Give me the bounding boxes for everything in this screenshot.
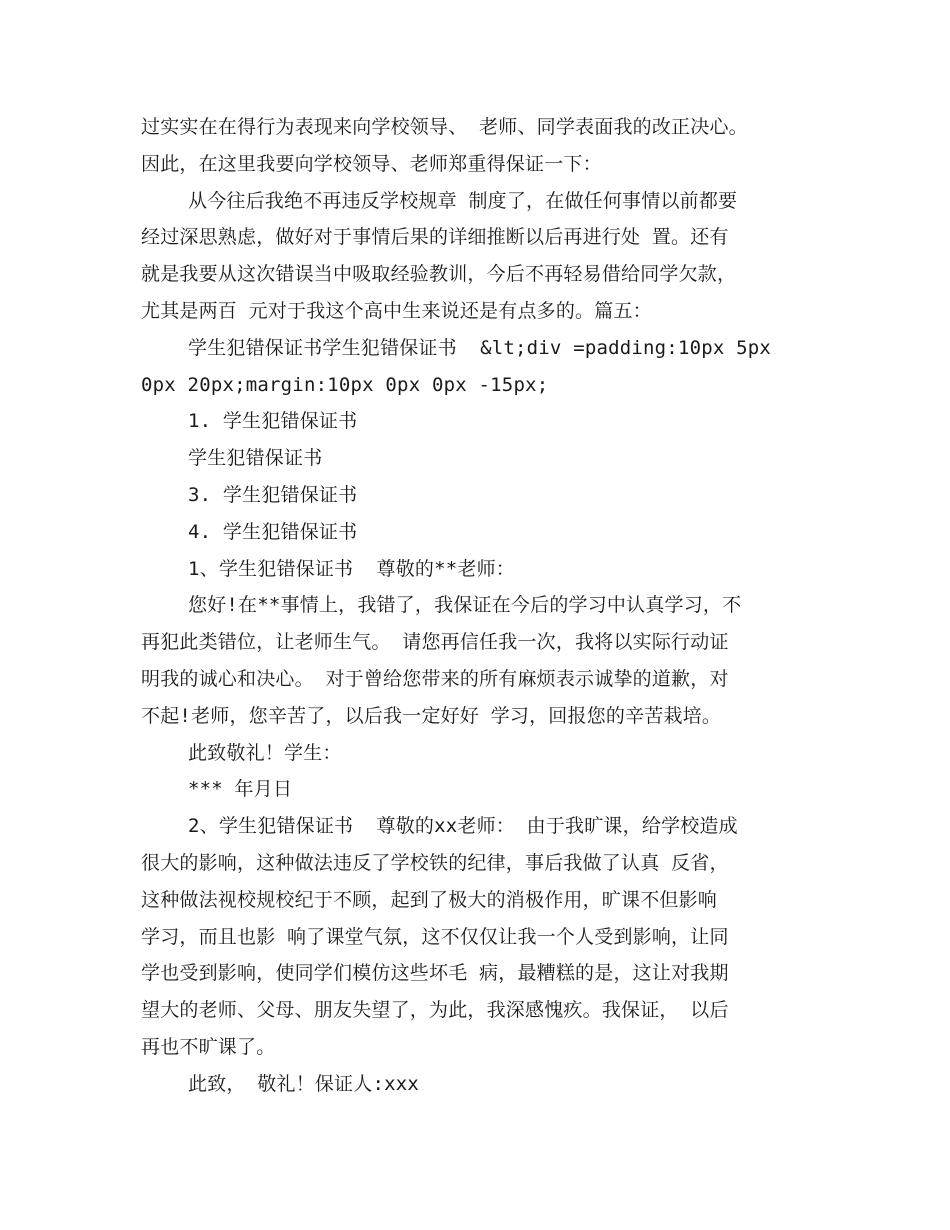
document-body xyxy=(141,109,821,1103)
text-line: *** 年月日 xyxy=(188,778,293,801)
text-line: 3. 学生犯错保证书 xyxy=(188,483,358,506)
text-line: 此致敬礼！学生： xyxy=(188,741,342,764)
text-line: 不起!老师，您辛苦了，以后我一定好好 学习，回报您的辛苦栽培。 xyxy=(141,704,722,727)
text-line: 学习，而且也影 响了课堂气氛，这不仅仅让我一个人受到影响，让同 xyxy=(141,925,729,948)
text-line: 再犯此类错位，让老师生气。 请您再信任我一次，我将以实际行动证 xyxy=(141,631,729,654)
text-line: 4. 学生犯错保证书 xyxy=(188,520,358,543)
text-line: 很大的影响，这种做法违反了学校铁的纪律，事后我做了认真 反省， xyxy=(141,851,729,874)
text-line: 再也不旷课了。 xyxy=(141,1035,276,1058)
text-line: 2、学生犯错保证书 尊敬的xx老师： 由于我旷课，给学校造成 xyxy=(188,815,738,838)
text-line: 经过深思熟虑，做好对于事情后果的详细推断以后再进行处 置。还有 xyxy=(141,226,729,249)
text-line: 1. 学生犯错保证书 xyxy=(188,410,358,433)
text-line: 望大的老师、父母、朋友失望了，为此，我深感愧疚。我保证， 以后 xyxy=(141,999,729,1022)
text-line: 学生犯错保证书 xyxy=(188,447,323,470)
text-line: 这种做法视校规校纪于不顾，起到了极大的消极作用，旷课不但影响 xyxy=(141,888,718,911)
text-line: 0px 20px;margin:10px 0px 0px -15px; xyxy=(141,373,549,396)
text-line: 因此，在这里我要向学校领导、老师郑重得保证一下： xyxy=(141,152,602,175)
text-line: 学生犯错保证书学生犯错保证书 &lt;div =padding:10px 5px xyxy=(188,336,772,359)
text-line: 从今往后我绝不再违反学校规章 制度了，在做任何事情以前都要 xyxy=(188,189,738,212)
text-line: 学也受到影响，使同学们模仿这些坏毛 病，最糟糕的是，这让对我期 xyxy=(141,962,729,985)
text-line: 尤其是两百 元对于我这个高中生来说还是有点多的。篇五： xyxy=(141,299,652,322)
text-line: 您好!在**事情上，我错了，我保证在今后的学习中认真学习，不 xyxy=(188,594,742,617)
text-line: 过实实在在得行为表现来向学校领导、 老师、同学表面我的改正决心。 xyxy=(141,116,748,138)
text-line: 此致， 敬礼！保证人:xxx xyxy=(188,1072,419,1095)
text-line: 明我的诚心和决心。 对于曾给您带来的所有麻烦表示诚挚的道歉，对 xyxy=(141,667,729,690)
text-line: 1、学生犯错保证书 尊敬的**老师： xyxy=(188,557,515,580)
text-line: 就是我要从这次错误当中吸取经验教训，今后不再轻易借给同学欠款， xyxy=(141,263,737,286)
